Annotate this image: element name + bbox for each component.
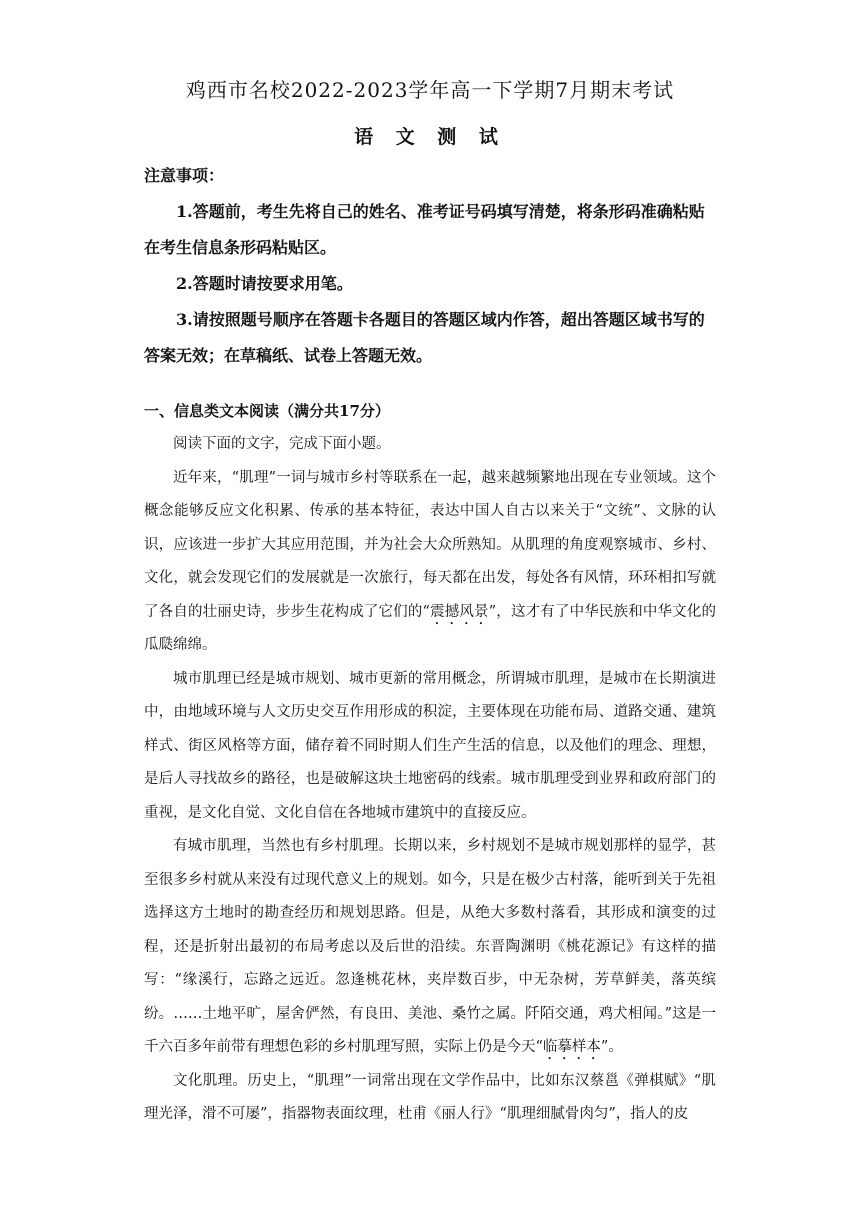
emphasized-text: 临摹样本 xyxy=(542,1039,601,1055)
exam-subtitle: 语 文 测 试 xyxy=(354,126,506,148)
notice-item: 1.答题前，考生先将自己的姓名、准考证号码填写清楚，将条形码准确粘贴在考生信息条形码粘贴区。 xyxy=(144,202,705,257)
notice-item: 3.请按照题号顺序在答题卡各题目的答题区域内作答，超出答题区域书写的答案无效；在草稿纸、试卷上答题无效。 xyxy=(144,310,705,365)
section-heading: 一、信息类文本阅读（满分共17分） xyxy=(144,402,390,420)
paragraph-text: 近年来，“肌理”一词与城市乡村等联系在一起，越来越频繁地出现在专业领域。这个概念能够反应文化积累、传承的基本特征，表达中国人自古以来关于“文统”、文脉的认识，应该进一步扩大其应用范围，并为社会大众所熟知。从肌理的角度观察城市、乡村、文化，就会发现它们的发展就是一次旅行，每天都在出发，每处各有风情，环环相扣写就了各自的壮丽史诗，步步生花构成了它们的“ xyxy=(144,469,716,620)
emphasized-text: 震撼风景 xyxy=(429,603,489,620)
paragraph-text: 有城市肌理，当然也有乡村肌理。长期以来，乡村规划不是城市规划那样的显学，甚至很多乡村就从来没有过现代意义上的规划。如今，只是在极少古村落，能听到关于先祖选择这方土地时的勘查经历和规划思路。但是，从绝大多数村落看，其形成和演变的过程，还是折射出最初的布局考虑以及后世的沿续。东晋陶渊明《桃花源记》有这样的描写：“缘溪行，忘路之远近。忽逢桃花林，夹岸数百步，中无杂树，芳草鲜美，落英缤纷。……土地平旷，屋舍俨然，有良田、美池、桑竹之属。阡陌交通，鸡犬相闻。”这是一千六百多年前带有理想色彩的乡村肌理写照，实际上仍是今天“ xyxy=(144,838,716,1055)
reading-passage xyxy=(144,428,716,1132)
paragraph: 文化肌理。历史上，“肌理”一词常出现在文学作品中，比如东汉蔡邕《弹棋赋》“肌理光泽，滑不可屡”，指器物表面纹理，杜甫《丽人行》“肌理细腻骨肉匀”，指人的皮 xyxy=(144,1072,716,1122)
paragraph-text: ”。 xyxy=(600,1039,623,1055)
paragraph xyxy=(144,462,716,663)
paragraph-text: ”，这才有了中华民族和中华文化的瓜瓞绵绵。 xyxy=(144,603,716,653)
exam-title: 鸡西市名校2022-2023学年高一下学期7月期末考试 xyxy=(185,78,675,102)
notice-list xyxy=(144,194,716,374)
instruction-text: 阅读下面的文字，完成下面小题。 xyxy=(173,436,391,452)
paragraph: 城市肌理已经是城市规划、城市更新的常用概念，所谓城市肌理，是城市在长期演进中，由地域环境与人文历史交互作用形成的积淀，主要体现在功能布局、道路交通、建筑样式、街区风格等方面，储存着不同时期人们生产生活的信息，以及他们的理念、理想，是后人寻找故乡的路径，也是破解这块土地密码的线索。城市肌理受到业界和政府部门的重视，是文化自觉、文化自信在各地城市建筑中的直接反应。 xyxy=(144,670,716,821)
notice-heading: 注意事项： xyxy=(144,166,225,185)
paragraph xyxy=(144,830,716,1065)
notice-item: 2.答题时请按要求用笔。 xyxy=(176,274,353,293)
